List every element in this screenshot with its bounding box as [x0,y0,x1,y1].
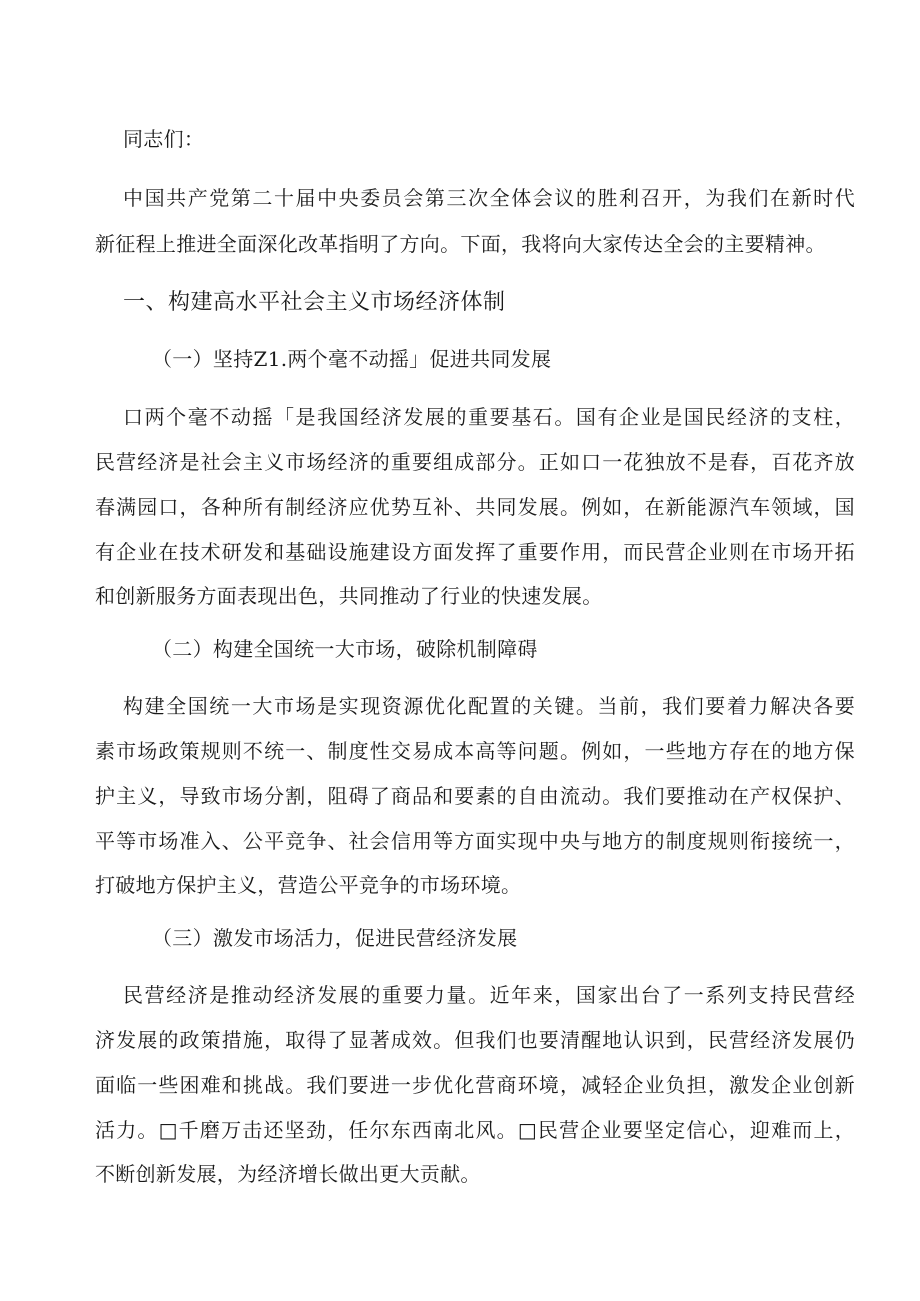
sub2-line-3: 护主义，导致市场分割，阻碍了商品和要素的自由流动。我们要推动在产权保护、 [95,784,855,808]
subsection-1-heading: （一）坚持Z1.两个毫不动摇」促进共同发展 [152,347,552,371]
section-1-heading: 一、构建高水平社会主义市场经济体制 [123,290,506,315]
sub3-line-5: 不断创新发展，为经济增长做出更大贡献。 [95,1162,481,1186]
sub3-line-3: 面临一些困难和挑战。我们要进一步优化营商环境，减轻企业负担，激发企业创新 [95,1073,855,1097]
sub3-line-4: 活力。□千磨万击还坚劲，任尔东西南北风。□民营企业要坚定信心，迎难而上， [95,1118,855,1142]
sub1-line-1: 口两个毫不动摇「是我国经济发展的重要基石。国有企业是国民经济的支柱， [123,405,855,429]
subsection-2-heading: （二）构建全国统一大市场，破除机制障碍 [152,637,538,661]
sub2-line-2: 素市场政策规则不统一、制度性交易成本高等问题。例如，一些地方存在的地方保 [95,739,855,763]
sub1-line-5: 和创新服务方面表现出色，共同推动了行业的快速发展。 [95,584,603,608]
sub2-line-4: 平等市场准入、公平竞争、社会信用等方面实现中央与地方的制度规则衔接统一， [95,829,855,853]
sub1-line-4: 有企业在技术研发和基础设施建设方面发挥了重要作用，而民营企业则在市场开拓 [95,540,855,564]
intro-line-1: 中国共产党第二十届中央委员会第三次全体会议的胜利召开，为我们在新时代 [123,186,855,210]
sub1-line-3: 春满园口，各种所有制经济应优势互补、共同发展。例如，在新能源汽车领域，国 [95,495,855,519]
intro-line-2: 新征程上推进全面深化改革指明了方向。下面，我将向大家传达全会的主要精神。 [95,232,826,256]
salutation: 同志们： [123,127,205,151]
subsection-3-heading: （三）激发市场活力，促进民营经济发展 [152,926,518,950]
sub2-line-5: 打破地方保护主义，营造公平竞争的市场环境。 [95,873,522,897]
sub3-line-2: 济发展的政策措施，取得了显著成效。但我们也要清醒地认识到，民营经济发展仍 [95,1028,855,1052]
sub2-line-1: 构建全国统一大市场是实现资源优化配置的关键。当前，我们要着力解决各要 [123,694,855,718]
sub1-line-2: 民营经济是社会主义市场经济的重要组成部分。正如口一花独放不是春，百花齐放 [95,450,855,474]
sub3-line-1: 民营经济是推动经济发展的重要力量。近年来，国家出台了一系列支持民营经 [123,983,855,1007]
